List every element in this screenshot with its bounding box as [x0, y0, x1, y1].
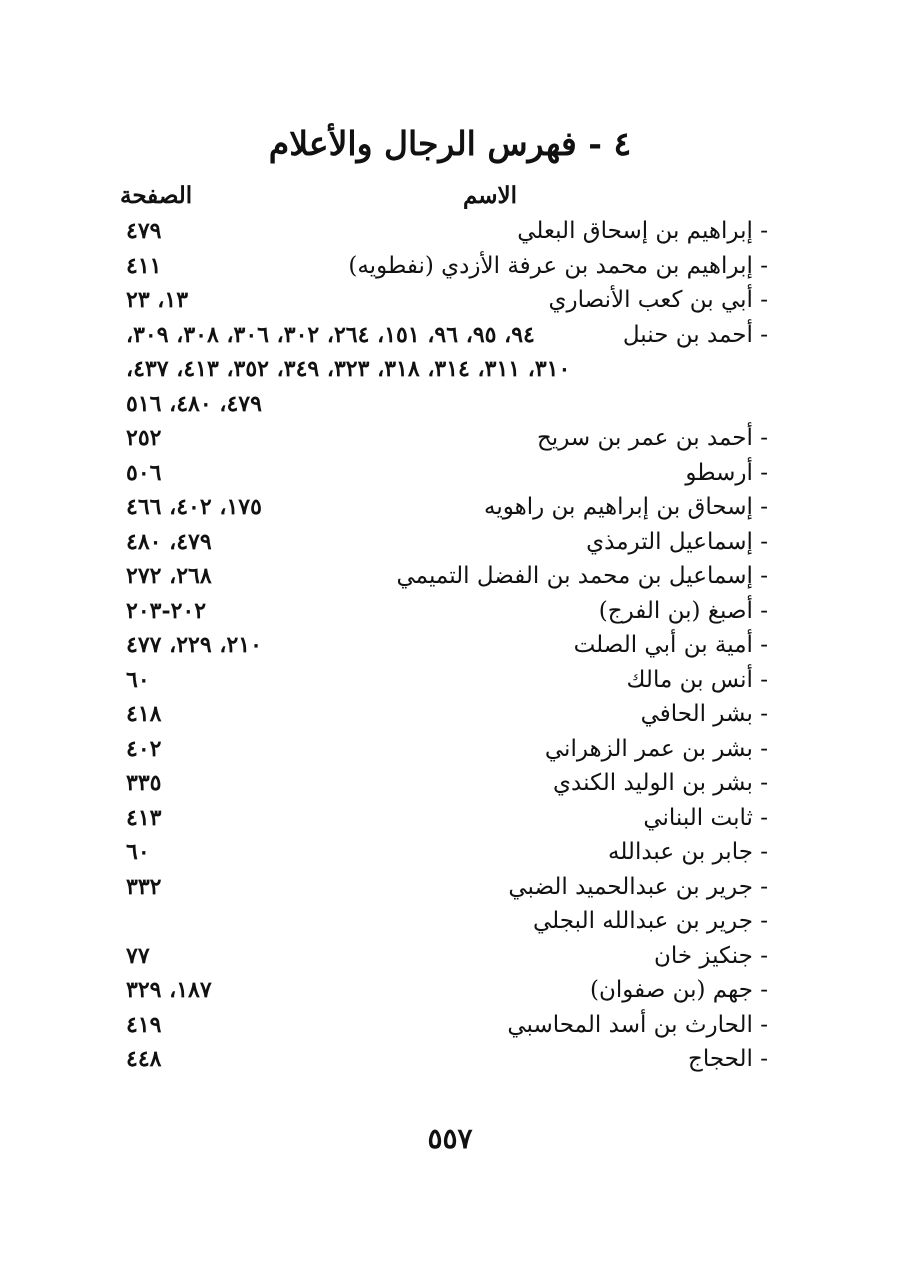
entry-name: - الحارث بن أسد المحاسبي — [507, 1011, 768, 1038]
entry-pages: ٥٠٦ — [126, 459, 162, 486]
entry-pages: ٣٣٢ — [126, 873, 162, 900]
entry-name: - جنكيز خان — [653, 942, 768, 969]
entry-pages: ٤٧٩ — [126, 218, 162, 244]
entry-pages: ٩٤، ٩٥، ٩٦، ١٥١، ٢٦٤، ٣٠٢، ٣٠٦، ٣٠٨، ٣٠٩، — [126, 321, 535, 348]
entry-pages: ٤٧٩، ٤٨٠ — [126, 528, 212, 555]
entry-pages: ٦٠ — [126, 666, 150, 693]
entry-name: - بشر بن عمر الزهراني — [544, 735, 768, 762]
entry-pages: ٤٧٩، ٤٨٠، ٥١٦ — [126, 390, 262, 417]
column-header-name: الاسم — [462, 182, 518, 209]
entry-name: - بشر الحافي — [640, 701, 768, 727]
index-entry — [0, 214, 900, 249]
index-entry — [0, 766, 900, 801]
index-entry — [0, 594, 900, 629]
entry-pages: ٤٠٢ — [126, 735, 162, 762]
entry-pages: ٤١٩ — [126, 1011, 162, 1038]
index-entry — [0, 732, 900, 767]
entry-pages: ٣٣٥ — [126, 770, 162, 796]
index-entry — [0, 525, 900, 560]
entry-name: - جابر بن عبدالله — [607, 839, 768, 865]
entry-name: - أحمد بن حنبل — [622, 321, 768, 348]
entry-name: - أحمد بن عمر بن سريح — [536, 425, 768, 451]
index-entry — [0, 490, 900, 525]
entry-pages: ١٣، ٢٣ — [126, 287, 189, 313]
entry-name: - إسماعيل الترمذي — [586, 528, 768, 555]
page-number: ٥٥٧ — [427, 1122, 473, 1155]
entry-name: - أنس بن مالك — [626, 666, 768, 693]
entry-name: - جهم (بن صفوان) — [589, 977, 768, 1003]
index-entry — [0, 421, 900, 456]
index-list — [0, 214, 900, 1077]
index-entry — [0, 283, 900, 318]
entry-name: - إبراهيم بن محمد بن عرفة الأزدي (نفطويه) — [348, 252, 768, 279]
index-entry — [0, 1008, 900, 1043]
column-header-page: الصفحة — [120, 182, 193, 209]
index-entry-continuation — [0, 352, 900, 387]
entry-pages: ٢٠٢-٢٠٣ — [126, 597, 207, 624]
entry-pages: ٢١٠، ٢٢٩، ٤٧٧ — [126, 632, 262, 658]
entry-pages: ١٧٥، ٤٠٢، ٤٦٦ — [126, 494, 262, 520]
index-entry — [0, 835, 900, 870]
entry-name: - الحجاج — [687, 1046, 768, 1072]
entry-pages: ٦٠ — [126, 839, 150, 865]
entry-name: - إسحاق بن إبراهيم بن راهويه — [484, 494, 768, 520]
index-entry — [0, 870, 900, 905]
index-entry — [0, 1042, 900, 1077]
index-title: ٤ - فهرس الرجال والأعلام — [268, 124, 632, 163]
index-entry — [0, 559, 900, 594]
index-entry — [0, 904, 900, 939]
entry-pages: ٤٤٨ — [126, 1046, 162, 1072]
index-entry — [0, 939, 900, 974]
entry-pages: ٧٧ — [126, 942, 150, 969]
entry-pages: ٢٦٨، ٢٧٢ — [126, 563, 212, 589]
entry-pages: ٤١٣ — [126, 804, 162, 831]
entry-name: - إسماعيل بن محمد بن الفضل التميمي — [396, 563, 768, 589]
index-entry — [0, 318, 900, 353]
index-entry-continuation — [0, 387, 900, 422]
entry-name: - جرير بن عبدالله البجلي — [533, 908, 768, 934]
index-entry — [0, 249, 900, 284]
entry-pages: ١٨٧، ٣٢٩ — [126, 977, 212, 1003]
entry-name: - أمية بن أبي الصلت — [573, 632, 768, 658]
index-entry — [0, 973, 900, 1008]
index-entry — [0, 663, 900, 698]
entry-name: - أصبغ (بن الفرج) — [598, 597, 768, 624]
entry-pages: ٣١٠، ٣١١، ٣١٤، ٣١٨، ٣٢٣، ٣٤٩، ٣٥٢، ٤١٣، ٤٣٧، — [126, 356, 571, 382]
index-entry — [0, 697, 900, 732]
entry-name: - أرسطو — [685, 459, 768, 486]
entry-pages: ٤١١ — [126, 252, 162, 279]
entry-name: - بشر بن الوليد الكندي — [553, 770, 768, 796]
entry-name: - جرير بن عبدالحميد الضبي — [508, 873, 768, 900]
entry-name: - ثابت البناني — [643, 804, 768, 831]
index-entry — [0, 628, 900, 663]
entry-pages: ٢٥٢ — [126, 425, 162, 451]
entry-pages: ٤١٨ — [126, 701, 162, 727]
index-entry — [0, 801, 900, 836]
entry-name: - إبراهيم بن إسحاق البعلي — [517, 218, 768, 244]
index-entry — [0, 456, 900, 491]
entry-name: - أبي بن كعب الأنصاري — [548, 287, 768, 313]
